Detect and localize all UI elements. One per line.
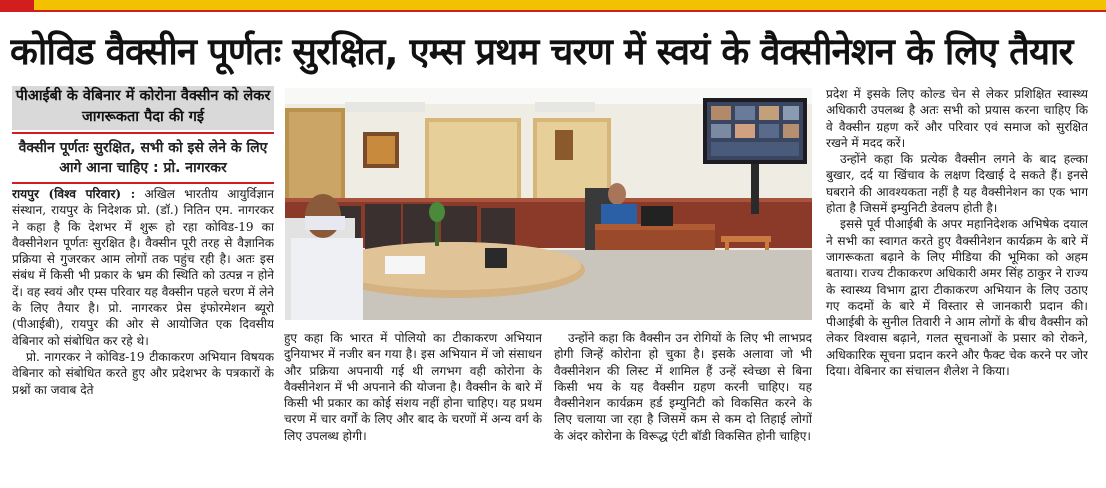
article-paragraph: उन्होंने कहा कि प्रत्येक वैक्सीन लगने के बाद हल्का बुखार, दर्द या खिंचाव के लक्षण दिखाई दे सकते हैं। इनसे घबराने की आवश्यकता नहीं है यह वैक्सीनेशन का एक भाग होता है जिसमें इम्युनिटी डेवलप होती है। xyxy=(826,152,1088,216)
article-paragraph: प्रदेश में इसके लिए कोल्ड चेन से लेकर प्रशिक्षित स्वास्थ्य अधिकारी उपलब्ध है अतः सभी को प्रयास करना चाहिए कि वे वैक्सीन ग्रहण करें और परिवार एवं समाज को सुरक्षित रखने में मदद करें। xyxy=(826,87,1088,150)
article-paragraph: हुए कहा कि भारत में पोलियो का टीकाकरण अभियान दुनियाभर में नजीर बन गया है। इस अभियान में जो संसाधन और प्रक्रिया अपनायी गई थी लगभग वही कोरोना के वैक्सीनेशन में भी अपनाने की योजना है। वैक्सीन के बारे में किसी भी प्रकार का कोई संशय नहीं होना चाहिए। यह प्रथम चरण में चार वर्गों के लिए और बाद के चरणों में अन्य वर्ग के लिए उपलब्ध होगी। xyxy=(284,331,542,443)
dateline: रायपुर (विश्व परिवार) : xyxy=(12,187,136,201)
divider-rule xyxy=(12,182,274,184)
divider-rule xyxy=(12,132,274,134)
article-column-2 xyxy=(284,330,542,478)
top-red-block xyxy=(0,0,34,10)
top-color-band xyxy=(0,0,1106,10)
article-paragraph: इससे पूर्व पीआईबी के अपर महानिदेशक अभिषेक दयाल ने सभी का स्वागत करते हुए वैक्सीनेशन कार्यक्रम के बारे में जागरूकता बढ़ाने के लिए मीडिया की भूमिका को अहम बताया। राज्य टीकाकरण अधिकारी अमर सिंह ठाकुर ने राज्य के स्वास्थ्य विभाग द्वारा टीकाकरण अभियान के लिए उठाए गए कदमों के बारे में विस्तार से जानकारी प्रदान की। पीआईबी के सुनील तिवारी ने आम लोगों के बीच वैक्सीन को लेकर विश्वास बढ़ाने, गलत सूचनाओं के प्रसार को रोकने, अधिकारिक सूचना प्रदान करने और फैक्ट चेक करने पर जोर दिया। वेबिनार का संचालन शैलेश ने किया। xyxy=(826,217,1088,379)
subheading-secondary: वैक्सीन पूर्णतः सुरक्षित, सभी को इसे लेने के लिए आगे आना चाहिए : प्रो. नागरकर xyxy=(18,140,268,176)
headline: कोविड वैक्सीन पूर्णतः सुरक्षित, एम्स प्रथम चरण में स्वयं के वैक्सीनेशन के लिए तैयार xyxy=(10,30,1073,73)
subheading-primary: पीआईबी के वेबिनार में कोरोना वैक्सीन को लेकर जागरूकता पैदा की गई xyxy=(12,86,274,130)
article-column-3 xyxy=(554,330,812,478)
article-column-4 xyxy=(826,86,1088,478)
photo-illustration xyxy=(285,88,812,320)
top-red-rule xyxy=(0,10,1106,12)
article-paragraph: प्रो. नागरकर ने कोविड-19 टीकाकरण अभियान विषयक वेबिनार को संबोधित करते हुए और प्रदेशभर के पत्रकारों के प्रश्नों का जवाब देते xyxy=(12,349,274,397)
webinar-meeting-photo xyxy=(285,88,812,320)
paragraph-text: अखिल भारतीय आयुर्विज्ञान संस्थान, रायपुर के निदेशक प्रो. (डॉ.) नितिन एम. नागरकर ने कहा है कि देशभर में शुरू हो रहा कोविड-19 का वैक्सीनेशन पूर्णतः सुरक्षित है। वैक्सीन पूरी तरह से वैज्ञानिक प्रक्रिया से गुजरकर आम लोगों तक पहुंच रही है। अतः इस संबंध में किसी भी प्रकार के भ्रम की स्थिति को उत्पन्न न होने दें। वह स्वयं और एम्स परिवार यह वैक्सीन पहले चरण में लेने के लिए तैयार है। प्रो. नागरकर प्रेस इंफोरमेशन ब्यूरो (पीआईबी), रायपुर की ओर से आयोजित एक दिवसीय वेबिनार को संबोधित कर रहे थे। xyxy=(12,187,274,348)
article-paragraph xyxy=(12,186,274,349)
article-column-1 xyxy=(12,186,274,478)
article-paragraph: उन्होंने कहा कि वैक्सीन उन रोगियों के लिए भी लाभप्रद होगी जिन्हें कोरोना हो चुका है। इसके अलावा जो भी वैक्सीनेशन की लिस्ट में शामिल हैं उन्हें स्वेच्छा से बिना किसी भय के यह वैक्सीन ग्रहण करनी चाहिए। यह वैक्सीनेशन कार्यक्रम हर्ड इम्युनिटी को विकसित करने के लिए चलाया जा रहा है जिसमें कम से कम दो तिहाई लोगों के अंदर कोरोना के विरूद्ध एंटी बॉडी विकसित होनी चाहिए। xyxy=(554,331,812,443)
